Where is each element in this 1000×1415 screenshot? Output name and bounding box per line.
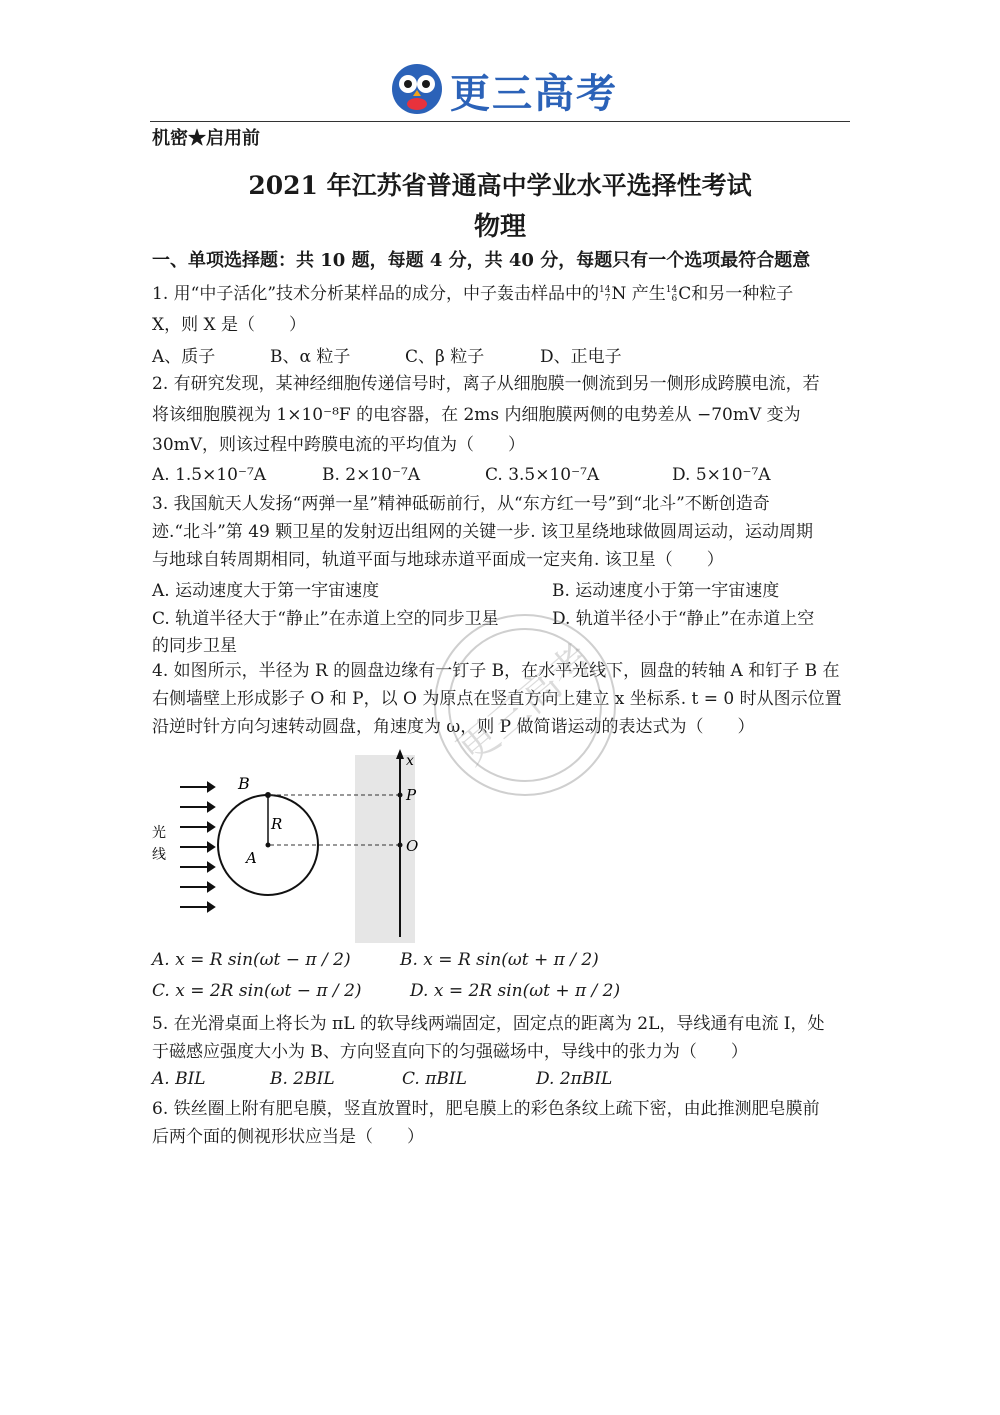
c-atomic: 6 (671, 293, 678, 304)
q3-line1: 3. 我国航天人发扬“两弹一星”精神砥砺前行，从“东方红一号”到“北斗”不断创造奇 (152, 494, 770, 514)
q1-tail: 和另一种粒子 (691, 284, 794, 304)
q1-option-c: C、β 粒子 (405, 347, 485, 367)
q3-option-b: B. 运动速度小于第一宇宙速度 (552, 581, 780, 601)
q4-line1: 4. 如图所示，半径为 R 的圆盘边缘有一钉子 B，在水平光线下，圆盘的转轴 A 和钉子 B 在 (152, 661, 840, 681)
q5-option-c: C. πBIL (402, 1069, 467, 1089)
n-atomic: 7 (604, 293, 611, 304)
q3-option-d-cont: 的同步卫星 (152, 636, 237, 656)
label-x: x (406, 753, 414, 769)
q1-option-b: B、α 粒子 (270, 347, 351, 367)
label-a: A (246, 849, 257, 867)
label-o: O (406, 837, 419, 855)
logo-text: 更三高考 (450, 71, 618, 117)
x-axis-arrow (396, 749, 404, 759)
label-light-2: 线 (152, 847, 166, 863)
q1-mid: 产生 (626, 284, 666, 304)
q1-line2: X，则 X 是（ ） (152, 315, 307, 335)
q1-text: 1. 用“中子活化”技术分析某样品的成分，中子轰击样品中的 (152, 284, 600, 304)
q3-option-a: A. 运动速度大于第一宇宙速度 (152, 581, 380, 601)
q4-option-a: A. x = R sin(ωt − π / 2) (152, 950, 351, 970)
q2-line3: 30mV，则该过程中跨膜电流的平均值为（ ） (152, 435, 526, 455)
exam-subject: 物理 (473, 212, 526, 242)
n-symbol: N (611, 284, 627, 304)
q6-line2: 后两个面的侧视形状应当是（ ） (152, 1127, 424, 1147)
disk-shadow-figure (150, 745, 430, 945)
q3-option-c: C. 轨道半径大于“静止”在赤道上空的同步卫星 (152, 609, 499, 629)
header-rule (150, 121, 850, 122)
label-r: R (271, 815, 283, 833)
q2-line1: 2. 有研究发现，某神经细胞传递信号时，离子从细胞膜一侧流到另一侧形成跨膜电流，若 (152, 374, 820, 394)
label-light-1: 光 (152, 825, 166, 841)
label-p: P (406, 786, 417, 804)
q5-option-a: A. BIL (152, 1069, 206, 1089)
q2-option-a: A. 1.5×10⁻⁷A (152, 465, 267, 485)
q4-option-c: C. x = 2R sin(ωt − π / 2) (152, 981, 362, 1001)
q4-line2: 右侧墙壁上形成影子 O 和 P，以 O 为原点在竖直方向上建立 x 坐标系. t = 0 时从图示位置 (152, 689, 842, 709)
q5-line2: 于磁感应强度大小为 B、方向竖直向下的匀强磁场中，导线中的张力为（ ） (152, 1042, 748, 1062)
q1-option-d: D、正电子 (540, 347, 622, 367)
label-b: B (238, 774, 250, 793)
q4-option-b: B. x = R sin(ωt + π / 2) (400, 950, 599, 970)
light-arrows (180, 783, 214, 911)
q2-option-b: B. 2×10⁻⁷A (322, 465, 421, 485)
watermark-stamp (420, 600, 630, 810)
q4-option-d: D. x = 2R sin(ωt + π / 2) (410, 981, 621, 1001)
q5-option-d: D. 2πBIL (536, 1069, 613, 1089)
q2-option-d: D. 5×10⁻⁷A (672, 465, 771, 485)
q2-line2: 将该细胞膜视为 1×10⁻⁸F 的电容器，在 2ms 内细胞膜两侧的电势差从 −70mV 变为 (152, 405, 801, 425)
q6-line1: 6. 铁丝圈上附有肥皂膜，竖直放置时，肥皂膜上的彩色条纹上疏下密，由此推测肥皂膜前 (152, 1099, 820, 1119)
shadow-o (398, 843, 403, 848)
confidential-label: 机密★启用前 (152, 128, 260, 149)
n-mass: 14 (599, 284, 611, 295)
q4-line3: 沿逆时针方向匀速转动圆盘，角速度为 ω，则 P 做简谐运动的表达式为（ ） (152, 717, 755, 737)
q3-line2: 迹.“北斗”第 49 颗卫星的发射迈出组网的关键一步. 该卫星绕地球做圆周运动，运动周期 (152, 522, 814, 542)
q3-line3: 与地球自转周期相同，轨道平面与地球赤道平面成一定夹角. 该卫星（ ） (152, 550, 724, 570)
owl-icon (390, 62, 444, 116)
q1-option-a: A、质子 (152, 347, 216, 367)
axis-a (266, 843, 271, 848)
exam-title: 2021 年江苏省普通高中学业水平选择性考试 (248, 171, 752, 200)
section-heading: 一、单项选择题：共 10 题，每题 4 分，共 40 分，每题只有一个选项最符合题意 (152, 250, 811, 271)
carbon-isotope-numbers (666, 286, 677, 304)
q5-line1: 5. 在光滑桌面上将长为 πL 的软导线两端固定，固定点的距离为 2L，导线通有电流 I，处 (152, 1014, 825, 1034)
nitrogen-isotope-numbers (599, 286, 610, 304)
watermark-text: 更三高考 (448, 635, 602, 775)
q1-line1 (152, 282, 852, 306)
shadow-p (398, 793, 403, 798)
c-symbol: C (678, 284, 692, 304)
header-logo (390, 60, 630, 118)
c-mass: 14 (665, 284, 678, 295)
q3-option-d: D. 轨道半径小于“静止”在赤道上空 (552, 609, 815, 629)
q2-option-c: C. 3.5×10⁻⁷A (485, 465, 600, 485)
q5-option-b: B. 2BIL (270, 1069, 335, 1089)
